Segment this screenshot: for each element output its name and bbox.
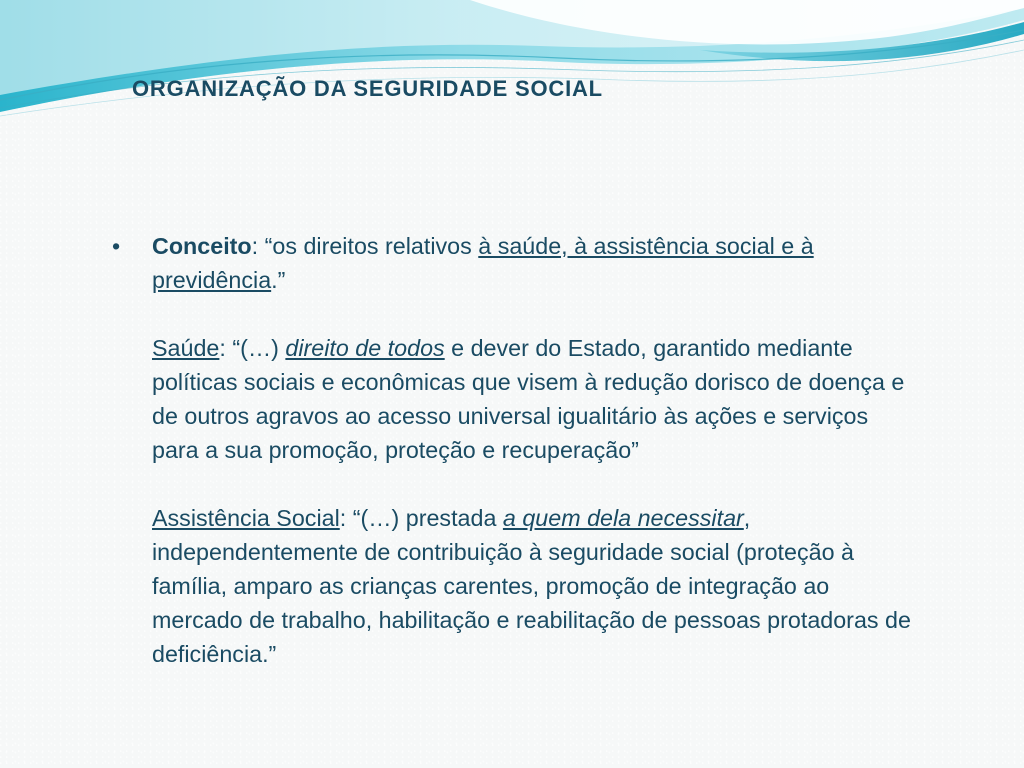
bullet-body <box>152 229 912 671</box>
header-wave-decoration <box>0 0 1024 130</box>
conceito-lead: “os direitos relativos <box>264 233 479 259</box>
paragraph-gap <box>152 297 912 331</box>
assistencia-separator: : <box>339 505 353 531</box>
conceito-paragraph <box>152 229 912 297</box>
assistencia-term: Assistência Social <box>152 505 340 531</box>
saude-paragraph <box>152 331 912 467</box>
saude-tail: e dever do Estado, garantido mediante políticas sociais e econômicas que visem à redução dorisco de doença e de outros agravos ao acesso universal igualitário às ações e serviços para a sua promoção, proteção e recuperação” <box>152 335 905 463</box>
saude-separator: : <box>219 335 233 361</box>
bullet-marker: • <box>112 233 121 259</box>
assistencia-tail: , independentemente de contribuição à seguridade social (proteção à família, amparo as crianças carentes, promoção de integração ao mercado de trabalho, habilitação e reabilitação de pessoas protadoras de deficiência.” <box>152 505 911 667</box>
saude-lead: “(…) <box>232 335 286 361</box>
assistencia-paragraph <box>152 501 912 671</box>
assistencia-lead: “(…) prestada <box>352 505 503 531</box>
paragraph-gap <box>152 467 912 501</box>
saude-term: Saúde <box>152 335 220 361</box>
saude-emphasis: direito de todos <box>285 335 445 361</box>
conceito-term: Conceito <box>152 233 252 259</box>
conceito-separator: : <box>251 233 265 259</box>
conceito-underlined-text: à saúde, à assistência social e à previdência <box>152 233 814 293</box>
slide-content <box>112 229 912 671</box>
assistencia-emphasis: a quem dela necessitar <box>502 505 744 531</box>
conceito-tail: .” <box>271 267 286 293</box>
slide-title: ORGANIZAÇÃO DA SEGURIDADE SOCIAL <box>132 76 603 101</box>
